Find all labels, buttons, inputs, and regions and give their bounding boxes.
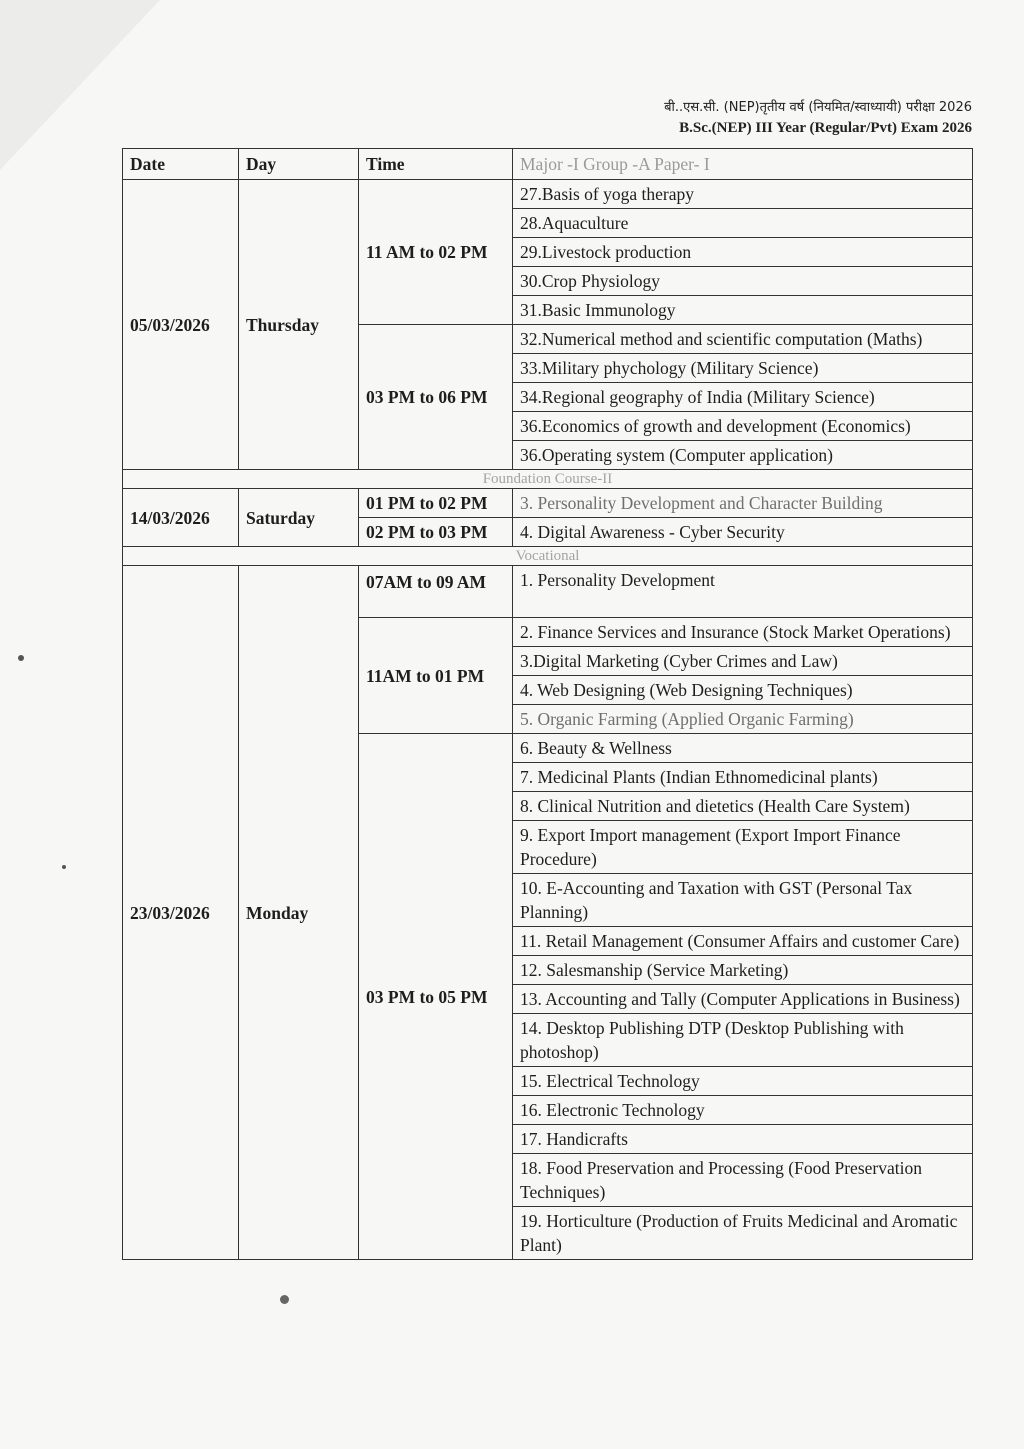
exam-time: 11AM to 01 PM (359, 618, 513, 734)
subject-cell: 7. Medicinal Plants (Indian Ethnomedicinal plants) (513, 763, 973, 792)
subject-cell: 5. Organic Farming (Applied Organic Farming) (513, 705, 973, 734)
section-title: Vocational (123, 547, 973, 566)
subject-cell: 10. E-Accounting and Taxation with GST (Personal Tax Planning) (513, 874, 973, 927)
subject-cell: 36.Operating system (Computer application) (513, 441, 973, 470)
subject-cell: 9. Export Import management (Export Import Finance Procedure) (513, 821, 973, 874)
exam-time: 03 PM to 05 PM (359, 734, 513, 1260)
exam-day: Saturday (239, 489, 359, 547)
section-row (123, 470, 973, 489)
table-header-row (123, 149, 973, 180)
header-hindi: बी..एस.सी. (NEP)तृतीय वर्ष (नियमित/स्वाध्यायी) परीक्षा 2026 (664, 100, 972, 115)
subject-cell: 27.Basis of yoga therapy (513, 180, 973, 209)
subject-cell: 29.Livestock production (513, 238, 973, 267)
subject-cell: 3. Personality Development and Character Building (513, 489, 973, 518)
col-time: Time (359, 149, 513, 180)
subject-cell: 6. Beauty & Wellness (513, 734, 973, 763)
subject-cell: 3.Digital Marketing (Cyber Crimes and Law) (513, 647, 973, 676)
scan-speck (62, 865, 66, 869)
exam-time: 01 PM to 02 PM (359, 489, 513, 518)
exam-time: 07AM to 09 AM (359, 566, 513, 618)
section-title: Foundation Course-II (123, 470, 973, 489)
col-day: Day (239, 149, 359, 180)
exam-time: 03 PM to 06 PM (359, 325, 513, 470)
exam-date: 14/03/2026 (123, 489, 239, 547)
exam-date: 23/03/2026 (123, 566, 239, 1260)
col-date: Date (123, 149, 239, 180)
subject-cell: 4. Web Designing (Web Designing Techniques) (513, 676, 973, 705)
header-english: B.Sc.(NEP) III Year (Regular/Pvt) Exam 2026 (679, 120, 972, 136)
subject-cell: 4. Digital Awareness - Cyber Security (513, 518, 973, 547)
scan-speck (280, 1295, 289, 1304)
subject-cell: 19. Horticulture (Production of Fruits Medicinal and Aromatic Plant) (513, 1207, 973, 1260)
exam-date: 05/03/2026 (123, 180, 239, 470)
subject-cell: 17. Handicrafts (513, 1125, 973, 1154)
subject-cell: 33.Military phychology (Military Science) (513, 354, 973, 383)
exam-header (664, 98, 972, 138)
exam-time: 11 AM to 02 PM (359, 180, 513, 325)
subject-cell: 28.Aquaculture (513, 209, 973, 238)
exam-day: Thursday (239, 180, 359, 470)
exam-time: 02 PM to 03 PM (359, 518, 513, 547)
subject-cell: 36.Economics of growth and development (Economics) (513, 412, 973, 441)
subject-cell: 15. Electrical Technology (513, 1067, 973, 1096)
subject-cell: 8. Clinical Nutrition and dietetics (Health Care System) (513, 792, 973, 821)
table-row (123, 566, 973, 618)
subject-cell: 12. Salesmanship (Service Marketing) (513, 956, 973, 985)
subject-cell: 30.Crop Physiology (513, 267, 973, 296)
table-row (123, 489, 973, 518)
subject-cell: 16. Electronic Technology (513, 1096, 973, 1125)
subject-cell: 11. Retail Management (Consumer Affairs and customer Care) (513, 927, 973, 956)
col-paper: Major -I Group -A Paper- I (513, 149, 973, 180)
subject-cell: 2. Finance Services and Insurance (Stock Market Operations) (513, 618, 973, 647)
subject-cell: 13. Accounting and Tally (Computer Applications in Business) (513, 985, 973, 1014)
subject-cell: 18. Food Preservation and Processing (Food Preservation Techniques) (513, 1154, 973, 1207)
subject-cell: 14. Desktop Publishing DTP (Desktop Publishing with photoshop) (513, 1014, 973, 1067)
scan-speck (18, 655, 24, 661)
subject-cell: 32.Numerical method and scientific computation (Maths) (513, 325, 973, 354)
subject-cell: 31.Basic Immunology (513, 296, 973, 325)
folded-corner (0, 0, 160, 170)
exam-timetable (122, 148, 973, 1260)
subject-cell: 34.Regional geography of India (Military Science) (513, 383, 973, 412)
section-row (123, 547, 973, 566)
table-row (123, 180, 973, 209)
exam-day: Monday (239, 566, 359, 1260)
subject-cell: 1. Personality Development (513, 566, 973, 618)
